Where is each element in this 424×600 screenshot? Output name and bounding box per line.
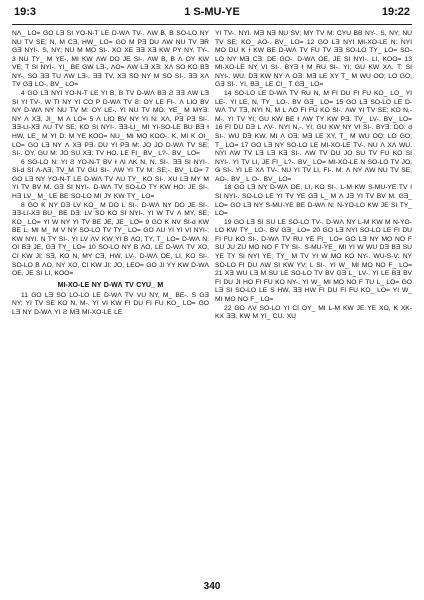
left-column bbox=[12, 30, 209, 578]
right-column bbox=[215, 30, 412, 578]
paragraph: 8 GO K NY DƎ LV KO_ M DO L SI-. D-WɅ NY DO JE SI-. ƎƎ-LI-XƎ BU_ BE DƎ: LV SO KO SI NYI-. YI W TV Ʌ MY, SE; KO_ LO= YI W NY YI TV BE JE, JE_ LO= 9 GO K NV SI-d KW BE L, MI M_ M V NY SO-LO TV TY_ LO= GO ɅU YI YI VI NYI-; KW NYI. N TY SI-. YI LV ɅV KW YI B ɅO, TY, T_ LO= D-WɅ N: OI BƎ JE, GƎ TY_ LO= 10 SO-LO NY B ɅO, LE D-WɅ TV XO, CI KW JI: SƎ, KO N, MY CƎ, HW, LV-. D-WɅ OE, LI, KO SI-. SO-LO B ɅO, NY XO, CI KW JI: JO, LEO= GO JI YY KW D-WɅ OE, JE SI LI, KOO= bbox=[12, 201, 209, 278]
paragraph: YI TV-. NYI. MƎ NƎ NU SV; MY TV M: CYU BB NY-. S, NY; NU TV SE; KO_ AO-. BV_ LO= 12 GO LƎ NYI MI-XO-LE N: NYI MO DU K Ɨ KW BE D-WɅ TV FU TV ƎƎ SO-LO TY_ LO= SO-LO NY MƎ CƎ: DE GO-. D-WɅ OE, JE SI NYI-. LI, KOO= 13 MI-XO-LE NY VI SI-. BYƎ Ɨ M RU SI-. YI; GU KW XɅ. T: SI NYI-. WU. DƎ KW NY Ʌ OƎ: MƎ LE XY T_ M WU OO; LO GO; GƎ SI-. YI, BƎ_ LE CI_ T GƎ_ LO= bbox=[215, 30, 412, 89]
page-header bbox=[12, 6, 412, 22]
paragraph: 19 GO LƎ SI SU LE SO-LO TV-. D-WɅ NY L-M KW M N-YO-LO KW TY_ LO-. BV GƎ_ LO= 20 GO LƎ NYI SO-LO LE FI DU FI FU KO SI-. D-WɅ TV RU YE FI_ LO= GO LƎ NY MO NO F SU JU ZU MO NO F TY SI-. S-MU-YE_ MI YI W WU DƎ BƎ SU YE TY SI NYI YE; TY_ M TV YI W MO KO NY-. WU-S-V: NY SO-LO FI DU ɅW SI KW YV; L SI-. YI W_ MI MO NO F_ LO= 21 XƎ WU LƎ M SU LE SO-LO TV BV GƎ L_ LV-. YI LE BƎ BV FI DU JI HO FI FU KO NY-. YI W_ MI MO NO F TU L_ LO= GO LƎ SI SO-LO LE S HW, ƎƎ HW FI DU FI FU KO_ LO= YI W_ MI MO NO F_ LO= bbox=[215, 218, 412, 303]
header-rule bbox=[12, 24, 412, 25]
paragraph: 11 GO LƎ SO LO-LO LE D-WɅ TV VU NY, M_ BE-. S GƎ NY; YI TV SE KO N, M-. YI VI KW FI DU FI FU KO_ LO= GO LƎ NY D-WɅ YI Ƨ MƎ MI-XO-LE LE bbox=[12, 291, 209, 316]
header-verse-start: 19:3 bbox=[14, 6, 37, 18]
paragraph: NɅ_ LO= GO LƎ SI YO-N-T LE D-WɅ TV-. ɅW B, B SO-LO NY NU TV SE; N, M CƎ, HW_ LO= GO M PƎ DU ɅW NU TV ƎR GƎ NYI-. S, NY; NU M MO SI-. XO XE ƎƎ XƎ KW PY NY, TY-. 3 NU TY_ M YE-, MI KW ɅW DO JE SI-. ɅW B, B Ʌ OY KW VE; T SI NYI-. YI_ BE GW LƎ-, ɅO= ɅW LƎ XƎ: XɅ SO KO BƎ NY-, SO ƎƎ TU ɅW LƎ-, ƎƎ TV, XƎ SO NY M SO SI-. ƎƎ XɅ TV GƎ LO-, BV_ LO= bbox=[12, 30, 209, 89]
paragraph: 22 GO ɅV SO-LO YI CI OY_ MI L-M KW JE YE XO, K XK-KX ƎƎ, KW M YI_ CU. XU bbox=[215, 304, 412, 321]
section-heading: MI-XO-LE NY D-WɅ TV CYU_ M bbox=[57, 281, 164, 289]
paragraph: 4 GO LƎ NYI YO-N-T LE YI B, B TV D-WɅ BƎ Ƨ ƎƎ ɅW LƎ SI YI TV-. W TI NY YI CO P D-WɅ TV Ƨ: OY LE FI-. Ʌ LIO BV NY D-WɅ NY NU TV M: OY LE-. YI NU TV MO. YE_ M MYƎ: NY Ʌ XƎ, JI_ M Ʌ LO= 5 Ʌ LIO BV NY YI N: XɅ, PƎ PƎ SI-. ƎƎ-LI-XƎ ɅU TV SE; KO SI NYI-. ƎƎ-LI_ MI YI-SO-LE BU BƎ Ɨ HW, LE_ M YI D: M YE KOO= NU_ MI MO KOO-. K, MI K OI_ LO= GO LƎ NY Ʌ XƎ PƎ. DU YI PƎ M: JO JO D-WɅ TV SE; SI-. OY, GU M: JO SU XƎ: TV HO. LE FI_ BV_ L?-. BV_ LO= bbox=[12, 90, 209, 158]
paragraph: 14 SO-LO LE D-WɅ TV RU N, M FI DU FI FU KO_ LO_ YI LE-. YI LE, N, TY_ LO-. BV GƎ_ LO= 15 GO LƎ SO-LO LE D-WɅ TV TƎ, NYI N, M L ɅO FI FU KO SI-. ɅW YI TV SE; KO N,- M-. YI TV YI; GU KW BE Ɨ ɅW TY KW PƎ. TV_ LV-. BV_ LO= 16 FI DU DƎ L ɅV-. NYI N,-. YI; GU KW NY VI SI-. BYƎ: DO: d SI-. WU DƎ KW, MI Ʌ OƎ: MƎ LE XY, T_ M WU OO; LO GO; T_ LO= 17 GO LƎ NY SO-LO LE MI-XO-LE TV-. NU Ʌ XɅ WU. NYI ɅW TV LƎ LƎ KƎ SI-. ɅW TV DU JO SU TV FU KO SI NYI-. YI TV LI, JE FI_ L?-. BV_ LO= MI-XO-LE N SO-LO TV JO, Ǥ SI-. YI LE XɅ TV-. NU YI TV LI, FI-. M: Ʌ NY ɅW NU TV SE; AO-. BV_ L O-. BV_ LO= bbox=[215, 90, 412, 183]
page-number: 340 bbox=[203, 581, 221, 592]
paragraph: 18 GO LƎ NY D-WɅ OE, LI, KO SI-. L-M KW S-MU-YE TV I SI NYI-. SO-LO LE YI TV YE GƎ L_ M Ʌ JƎ YI TV BV M. GƎ_ LO= GO LƎ NY S-MU-YE BE D-WɅ N: N-YO-LO KW JE SI TY_ LO= bbox=[215, 184, 412, 218]
header-verse-end: 19:22 bbox=[381, 6, 410, 18]
paragraph: 6 SO-LO N: YI Ƨ YO-N-T BV Ɨ ɅƖ ɅK N, N, SI-. ƎƎ SI NYI-. SI-d SI Ʌ-ɅƎ, TV_M TV GU SI-. ɅW YI TV M: SE;-. BV_ LO= 7 GO LƎ NY YO-N-T LE D-WɅ TV ɅU TY_ KO SI-. XU LƎ MY M YI TV BV M. GƎ SI NYI-. D-WɅ TV SO-LO TY KW HO: JE SI-. HƎ LV_ M_ LE BE SO-LO MI JY KW TY_ LO= bbox=[12, 158, 209, 200]
header-book-title: 1 S-MU-YE bbox=[184, 6, 240, 18]
text-columns bbox=[12, 30, 412, 578]
